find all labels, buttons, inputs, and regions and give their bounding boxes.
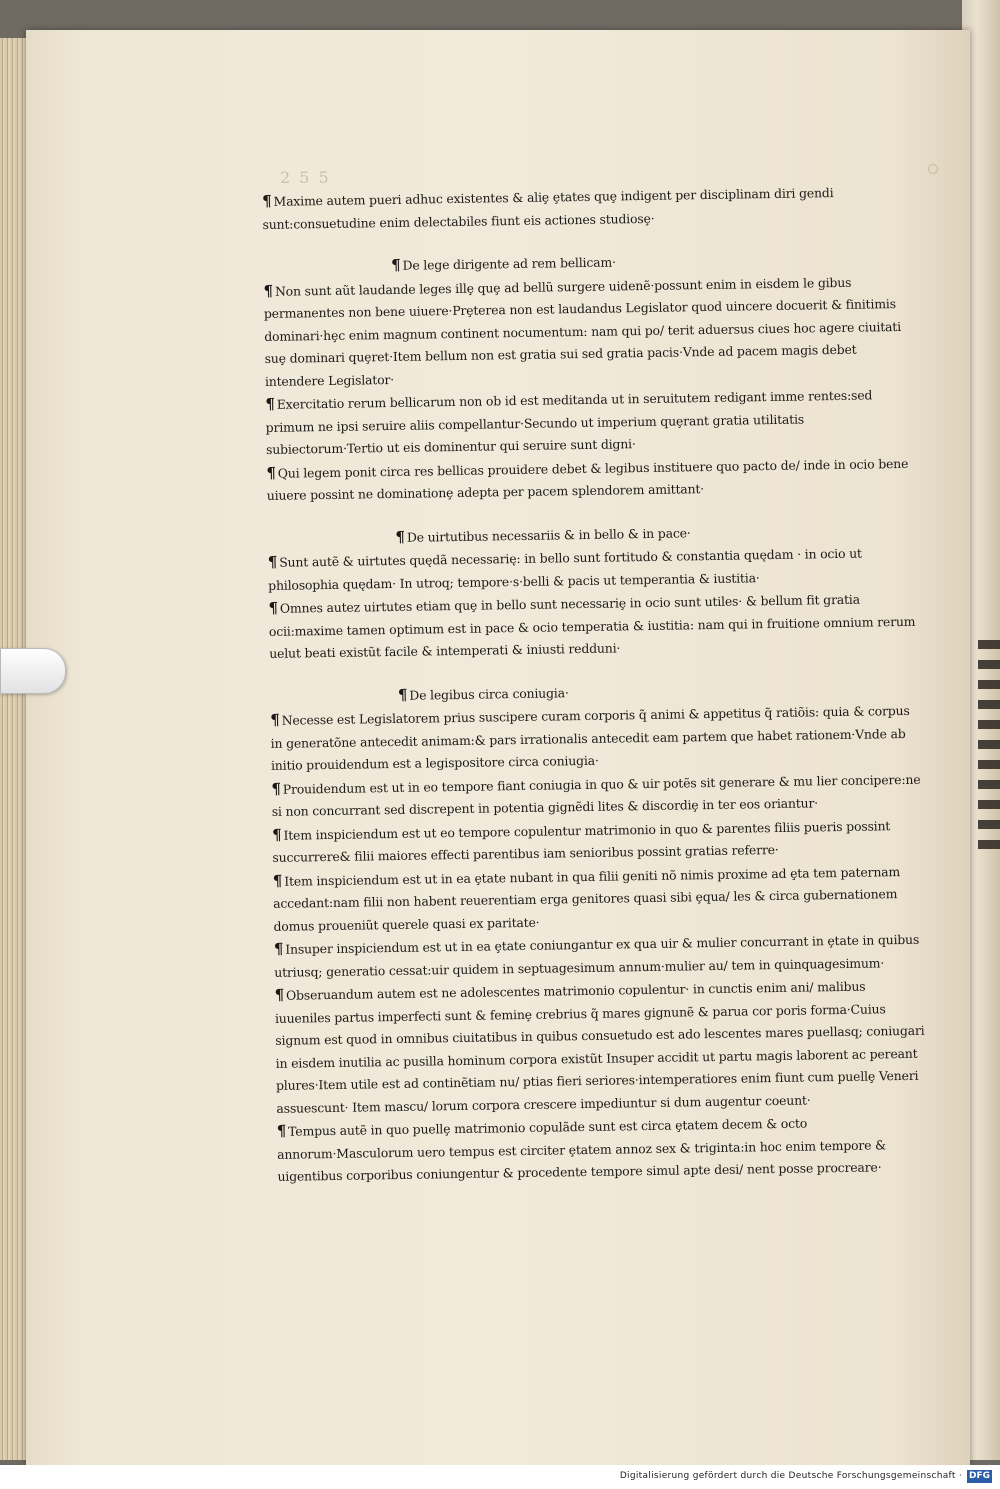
pilcrow-icon: ¶ [270, 710, 280, 729]
paragraph [263, 269, 915, 393]
page-text [262, 180, 928, 1189]
paragraph-text: Non sunt aũt laudande leges illȩ quȩ ad bellũ surgere uidenẽ·possunt enim in eisdem le gibus permanentes non bene uiuere·Prȩterea non est laudandus Legislator quod uincere docuerit & finitimis dominari·hȩc enim magnum continent nocumentum: nam qui po/ terit aduersus ciues hoc agere ciuitati suȩ dominari quȩret·Item bellum non est gratia sui sed gratia pacis·Vnde ad pacem magis debet intendere Legislator· [263, 274, 902, 389]
pilcrow-icon: ¶ [271, 825, 282, 844]
pilcrow-icon: ¶ [267, 552, 278, 571]
dfg-logo: DFG [968, 1471, 990, 1481]
paragraph-text: Maxime autem pueri adhuc existentes & aliȩ ȩtates quȩ indigent per disciplinam diri gendi sunt:consuetudine enim delectabiles fiunt eis actiones studiosȩ· [262, 185, 834, 232]
pilcrow-icon: ¶ [276, 1121, 287, 1140]
paragraph [262, 180, 913, 236]
funding-credit: Digitalisierung gefördert durch die Deutsche Forschungsgemeinschaft · [619, 1471, 962, 1481]
paragraph-text: Obseruandum autem est ne adolescentes matrimonio copulentur· in cunctis enim ani/ malibus iuueniles partus imperfecti sunt & feminȩ crebrius q̃ mares gignunẽ & parua cor poris forma·Cuius signum est quod in omnibus ciuitatibus in quibus consuetudo est ado lescentes mares puellasq; coniugari in eisdem inutilia ac pusilla hominum corpora existũt Insuper accidit ut partu magis laborent ac pereant plures·Item utile est ad continẽtiam nu/ ptias fieri seriores·intemperatiores enim fiunt cum puellȩ Veneri assuescunt· Item mascu/ lorum corpora crescere impediuntur si dum augentur coeunt· [274, 978, 925, 1116]
pilcrow-icon: ¶ [397, 685, 408, 704]
paragraph-text: Sunt autẽ & uirtutes quędã necessarię: in bello sunt fortitudo & constantia quędam · in ocio ut philosophia quędam· In utroq; tempore·s·belli & pacis ut temperantia & iustitia· [268, 545, 862, 593]
pilcrow-icon: ¶ [268, 598, 279, 617]
pilcrow-icon: ¶ [272, 871, 283, 890]
next-page-text-bleed [978, 640, 1000, 850]
heading-text: De lege dirigente ad rem bellicam· [402, 254, 616, 273]
paragraph-text: Insuper inspiciendum est ut in ea ȩtate coniungantur ex qua uir & mulier concurrant in ȩtate in quibus utriusq; generatio cessat:uir quidem in septuagesimum annum·mulier au/ tem in quinquagesimum· [274, 931, 920, 980]
paragraph-text: Item inspiciendum est ut in ea ȩtate nubant in qua filii geniti nõ nimis proxime ad ȩta tem paternam accedant:nam filii non habent reuerentiam erga genitores quasi sibi ȩqua/ les & circa gubernationem domus proueniũt querele quasi ex paritate· [273, 863, 901, 934]
pilcrow-icon: ¶ [274, 985, 285, 1004]
page-mark [928, 164, 938, 174]
paragraph [265, 383, 916, 462]
paragraph-text: Exercitatio rerum bellicarum non ob id est meditanda ut in seruitutem redigant imme rentes:sed primum ne ipsi seruire aliis compellantur·Secundo ut imperium quȩrant gratia utilitatis subiectorum·Tertio ut eis dominentur qui seruire sunt digni· [265, 387, 873, 457]
paragraph [273, 859, 924, 938]
pilcrow-icon: ¶ [395, 527, 406, 546]
pilcrow-icon: ¶ [271, 779, 281, 798]
paragraph-text: Item inspiciendum est ut eo tempore copulentur matrimonio in quo & parentes filiis pueris possint succurrere& filii maiores effecti parentibus iam senioribus possint gratias referre· [272, 817, 891, 865]
paragraph [266, 451, 917, 507]
paragraph-text: Omnes autez uirtutes etiam quȩ in bello sunt necessariȩ in ocio sunt utiles· & bellum fit gratia ocii:maxime tamen optimum est in pace & ocio temperatia & iustitia: nam qui in fruitione omnium rerum uelut beati existũt facile & intemperati & iniusti redduni· [268, 591, 916, 661]
heading-text: De uirtutibus necessariis & in bello & in pace· [406, 524, 691, 545]
paragraph-text: Necesse est Legislatorem prius suscipere curam corporis q̃ animi & appetitus q̃ ratiõis: quia & corpus in generatõne antecedit animam:& pars irrationalis antecedit eam partem que habet rationem·Vnde ab initio prouidendum est a legispositore circa coniugia· [270, 702, 910, 773]
pilcrow-icon: ¶ [265, 394, 275, 413]
folio-number: 2 5 5 [280, 168, 331, 187]
paragraph [277, 1110, 928, 1189]
pilcrow-icon: ¶ [391, 255, 401, 274]
pilcrow-icon: ¶ [263, 281, 274, 300]
paragraph-text: Qui legem ponit circa res bellicas prouidere debet & legibus instituere quo pacto de/ inde in ocio bene uiuere possint ne dominationȩ adepta per pacem splendorem amittant· [266, 455, 909, 503]
paragraph [270, 699, 921, 778]
heading-text: De legibus circa coniugia· [409, 684, 569, 703]
bookmark-clip [0, 648, 66, 694]
paragraph-text: Prouidendum est ut in eo tempore fiant coniugia in quo & uir potẽs sit generare & mu lier concipere:ne si non concurrant sed discrepent in potentia gignẽdi lites & discordiȩ in ter eos oriantur· [271, 771, 921, 819]
footer-bar [0, 1465, 1000, 1489]
book-page-edges [0, 38, 29, 1460]
paragraph [274, 974, 926, 1120]
paragraph-text: Tempus autẽ in quo puellȩ matrimonio copulãde sunt est circa ȩtatem decem & octo annorum·Masculorum uero tempus est circiter ȩtatem annoz sex & triginta:in hoc enim tempore & uigentibus corporibus coniungentur & procedente tempore simul apte desi/ nent posse procreare· [277, 1115, 887, 1184]
paragraph [268, 587, 919, 666]
pilcrow-icon: ¶ [266, 463, 276, 482]
pilcrow-icon: ¶ [262, 191, 272, 210]
pilcrow-icon: ¶ [273, 939, 284, 958]
